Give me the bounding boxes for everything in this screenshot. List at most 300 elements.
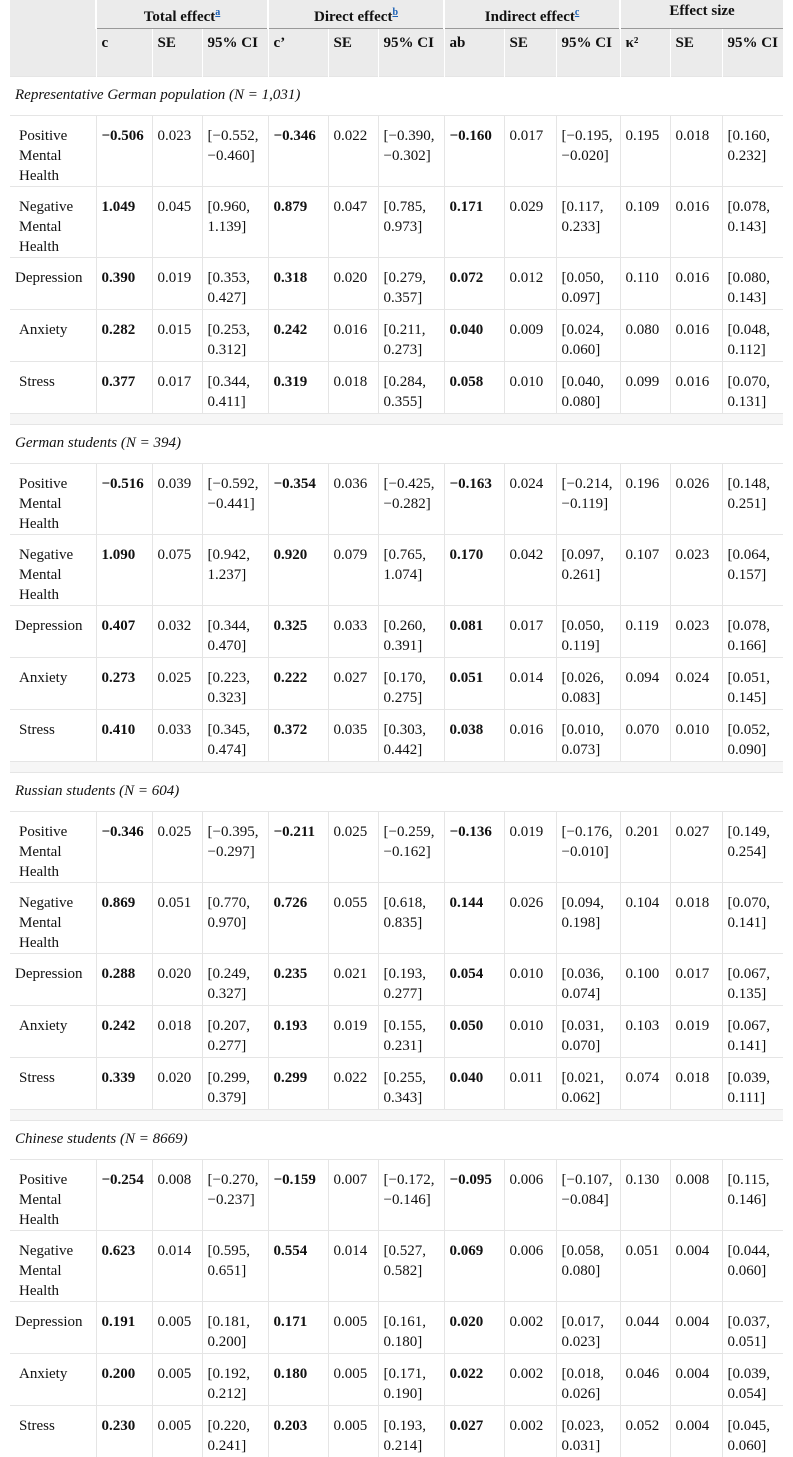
table-cell: [0.255, 0.343] <box>378 1058 444 1110</box>
table-cell: [0.211, 0.273] <box>378 310 444 362</box>
table-cell: 0.180 <box>268 1354 328 1406</box>
table-cell: 0.074 <box>620 1058 670 1110</box>
table-cell: 0.045 <box>152 187 202 258</box>
table-cell: [0.253, 0.312] <box>202 310 268 362</box>
section-spacer <box>10 414 783 425</box>
spacer-cell <box>10 414 783 425</box>
table-cell: 0.008 <box>670 1160 722 1231</box>
table-cell: 0.054 <box>444 954 504 1006</box>
table-cell: 0.033 <box>152 710 202 762</box>
table-cell: [0.050, 0.119] <box>556 606 620 658</box>
table-cell: 0.017 <box>504 116 556 187</box>
section-title: Chinese students (N = 8669) <box>10 1121 783 1160</box>
table-cell: 0.318 <box>268 258 328 310</box>
col-header: 95% CI <box>556 29 620 77</box>
table-row <box>10 710 783 762</box>
table-cell: [−0.390, −0.302] <box>378 116 444 187</box>
table-cell: 0.103 <box>620 1006 670 1058</box>
footnote-link-a[interactable]: a <box>215 7 220 18</box>
header-corner <box>10 0 96 29</box>
table-cell: 0.726 <box>268 883 328 954</box>
table-cell: [0.193, 0.277] <box>378 954 444 1006</box>
row-label: Anxiety <box>10 310 96 362</box>
table-cell: 0.029 <box>504 187 556 258</box>
row-label: Stress <box>10 1406 96 1457</box>
table-cell: [0.031, 0.070] <box>556 1006 620 1058</box>
table-cell: [0.942, 1.237] <box>202 535 268 606</box>
row-label: Anxiety <box>10 1006 96 1058</box>
table-cell: −0.254 <box>96 1160 152 1231</box>
table-cell: 0.222 <box>268 658 328 710</box>
header-effect-size: Effect size <box>620 0 783 29</box>
row-label: Depression <box>10 258 96 310</box>
table-cell: 0.005 <box>328 1354 378 1406</box>
table-cell: 0.010 <box>504 362 556 414</box>
table-cell: 0.020 <box>152 954 202 1006</box>
table-cell: [0.115, 0.146] <box>722 1160 783 1231</box>
table-cell: [0.344, 0.470] <box>202 606 268 658</box>
table-cell: 0.035 <box>328 710 378 762</box>
table-cell: 0.920 <box>268 535 328 606</box>
table-cell: 0.171 <box>268 1302 328 1354</box>
table-cell: 0.080 <box>620 310 670 362</box>
col-header: 95% CI <box>378 29 444 77</box>
table-cell: 0.027 <box>444 1406 504 1457</box>
table-cell: [0.344, 0.411] <box>202 362 268 414</box>
table-cell: −0.160 <box>444 116 504 187</box>
header-total-effect: Total effect$^a$ <box>96 0 268 29</box>
table-cell: 0.372 <box>268 710 328 762</box>
header-direct-effect: Direct effect$^b$ <box>268 0 444 29</box>
section-title: Representative German population (N = 1,031) <box>10 77 783 116</box>
table-cell: 0.018 <box>670 883 722 954</box>
table-cell: 0.339 <box>96 1058 152 1110</box>
table-cell: 0.027 <box>328 658 378 710</box>
table-cell: 0.006 <box>504 1160 556 1231</box>
col-header: c <box>96 29 152 77</box>
col-header: c’ <box>268 29 328 77</box>
table-cell: 0.099 <box>620 362 670 414</box>
table-cell: 0.019 <box>504 812 556 883</box>
table-cell: 0.019 <box>328 1006 378 1058</box>
section-title: Russian students (N = 604) <box>10 773 783 812</box>
table-cell: 0.020 <box>444 1302 504 1354</box>
table-cell: 0.554 <box>268 1231 328 1302</box>
table-cell: [0.618, 0.835] <box>378 883 444 954</box>
table-cell: [0.058, 0.080] <box>556 1231 620 1302</box>
table-cell: 0.235 <box>268 954 328 1006</box>
table-cell: [0.765, 1.074] <box>378 535 444 606</box>
table-row <box>10 362 783 414</box>
table-cell: [0.078, 0.143] <box>722 187 783 258</box>
table-cell: 0.299 <box>268 1058 328 1110</box>
col-header: ab <box>444 29 504 77</box>
table-cell: 0.010 <box>670 710 722 762</box>
table-cell: 0.036 <box>328 464 378 535</box>
table-cell: 0.014 <box>152 1231 202 1302</box>
table-cell: 0.005 <box>328 1302 378 1354</box>
table-cell: 0.242 <box>96 1006 152 1058</box>
table-cell: 0.203 <box>268 1406 328 1457</box>
table-cell: 0.109 <box>620 187 670 258</box>
table-cell: [0.170, 0.275] <box>378 658 444 710</box>
table-cell: [0.279, 0.357] <box>378 258 444 310</box>
table-cell: 0.070 <box>620 710 670 762</box>
table-cell: [0.036, 0.074] <box>556 954 620 1006</box>
table-cell: −0.136 <box>444 812 504 883</box>
table-cell: [0.181, 0.200] <box>202 1302 268 1354</box>
table-cell: 0.047 <box>328 187 378 258</box>
table-cell: [0.078, 0.166] <box>722 606 783 658</box>
table-cell: [0.070, 0.131] <box>722 362 783 414</box>
footnote-link-c[interactable]: c <box>575 7 579 18</box>
table-row <box>10 883 783 954</box>
table-cell: [0.039, 0.054] <box>722 1354 783 1406</box>
table-cell: [0.026, 0.083] <box>556 658 620 710</box>
table-cell: −0.354 <box>268 464 328 535</box>
table-cell: 0.081 <box>444 606 504 658</box>
table-cell: [0.048, 0.112] <box>722 310 783 362</box>
table-cell: 0.023 <box>670 535 722 606</box>
table-cell: 0.325 <box>268 606 328 658</box>
table-cell: [0.017, 0.023] <box>556 1302 620 1354</box>
table-cell: −0.159 <box>268 1160 328 1231</box>
table-cell: 0.201 <box>620 812 670 883</box>
table-cell: 0.006 <box>504 1231 556 1302</box>
table-cell: 0.051 <box>620 1231 670 1302</box>
table-cell: 0.288 <box>96 954 152 1006</box>
row-label: Positive Mental Health <box>10 1160 96 1231</box>
table-cell: [−0.195, −0.020] <box>556 116 620 187</box>
table-cell: 0.016 <box>670 310 722 362</box>
table-cell: [0.021, 0.062] <box>556 1058 620 1110</box>
table-cell: 0.021 <box>328 954 378 1006</box>
table-cell: 0.191 <box>96 1302 152 1354</box>
table-cell: 0.017 <box>152 362 202 414</box>
table-cell: 0.009 <box>504 310 556 362</box>
table-cell: −0.346 <box>268 116 328 187</box>
table-cell: 0.005 <box>328 1406 378 1457</box>
table-cell: 0.377 <box>96 362 152 414</box>
table-cell: 0.020 <box>152 1058 202 1110</box>
table-cell: [0.595, 0.651] <box>202 1231 268 1302</box>
table-cell: [0.117, 0.233] <box>556 187 620 258</box>
table-cell: 0.016 <box>328 310 378 362</box>
table-cell: 0.051 <box>152 883 202 954</box>
table-cell: 0.023 <box>670 606 722 658</box>
table-cell: 0.046 <box>620 1354 670 1406</box>
table-cell: −0.516 <box>96 464 152 535</box>
table-cell: 0.032 <box>152 606 202 658</box>
table-cell: [0.148, 0.251] <box>722 464 783 535</box>
row-label: Negative Mental Health <box>10 535 96 606</box>
footnote-link-b[interactable]: b <box>392 7 398 18</box>
table-cell: [0.770, 0.970] <box>202 883 268 954</box>
table-cell: [0.223, 0.323] <box>202 658 268 710</box>
table-cell: 0.079 <box>328 535 378 606</box>
table-cell: 0.026 <box>504 883 556 954</box>
table-cell: 0.002 <box>504 1302 556 1354</box>
table-cell: [−0.214, −0.119] <box>556 464 620 535</box>
header-corner-2 <box>10 29 96 77</box>
table-cell: 0.016 <box>670 187 722 258</box>
row-label: Stress <box>10 710 96 762</box>
table-cell: 0.407 <box>96 606 152 658</box>
table-cell: 0.230 <box>96 1406 152 1457</box>
table-cell: 0.170 <box>444 535 504 606</box>
table-cell: 0.016 <box>670 258 722 310</box>
table-cell: 0.010 <box>504 954 556 1006</box>
row-label: Anxiety <box>10 1354 96 1406</box>
table-row <box>10 1006 783 1058</box>
table-cell: [−0.176, −0.010] <box>556 812 620 883</box>
table-cell: 0.010 <box>504 1006 556 1058</box>
table-cell: [0.051, 0.145] <box>722 658 783 710</box>
section-header-row <box>10 77 783 116</box>
table-cell: 0.273 <box>96 658 152 710</box>
table-cell: 0.040 <box>444 310 504 362</box>
table-cell: 0.042 <box>504 535 556 606</box>
table-cell: 0.040 <box>444 1058 504 1110</box>
table-cell: 0.025 <box>328 812 378 883</box>
row-label: Anxiety <box>10 658 96 710</box>
section-title: German students (N = 394) <box>10 425 783 464</box>
table-cell: 0.016 <box>670 362 722 414</box>
section-header-row <box>10 425 783 464</box>
table-cell: 0.039 <box>152 464 202 535</box>
table-cell: −0.095 <box>444 1160 504 1231</box>
table-cell: 0.107 <box>620 535 670 606</box>
table-cell: [−0.552, −0.460] <box>202 116 268 187</box>
table-cell: [0.303, 0.442] <box>378 710 444 762</box>
table-cell: [−0.395, −0.297] <box>202 812 268 883</box>
table-cell: 0.014 <box>504 658 556 710</box>
table-cell: 0.004 <box>670 1354 722 1406</box>
spacer-cell <box>10 762 783 773</box>
table-cell: 0.072 <box>444 258 504 310</box>
col-header: SE <box>152 29 202 77</box>
table-cell: 0.018 <box>328 362 378 414</box>
table-row <box>10 116 783 187</box>
table-cell: [−0.172, −0.146] <box>378 1160 444 1231</box>
table-cell: 0.242 <box>268 310 328 362</box>
table-cell: 0.319 <box>268 362 328 414</box>
table-cell: 0.094 <box>620 658 670 710</box>
table-cell: 0.015 <box>152 310 202 362</box>
table-cell: 0.282 <box>96 310 152 362</box>
table-cell: 0.038 <box>444 710 504 762</box>
table-cell: [0.024, 0.060] <box>556 310 620 362</box>
table-row <box>10 187 783 258</box>
table-cell: 1.049 <box>96 187 152 258</box>
table-row <box>10 464 783 535</box>
table-cell: 0.024 <box>670 658 722 710</box>
table-cell: [0.039, 0.111] <box>722 1058 783 1110</box>
row-label: Positive Mental Health <box>10 116 96 187</box>
table-cell: 0.075 <box>152 535 202 606</box>
table-cell: 0.017 <box>504 606 556 658</box>
table-cell: [0.527, 0.582] <box>378 1231 444 1302</box>
table-cell: 0.019 <box>670 1006 722 1058</box>
table-cell: [0.249, 0.327] <box>202 954 268 1006</box>
table-cell: [−0.425, −0.282] <box>378 464 444 535</box>
table-cell: 0.119 <box>620 606 670 658</box>
table-cell: 0.005 <box>152 1406 202 1457</box>
table-cell: 0.025 <box>152 658 202 710</box>
table-cell: 0.005 <box>152 1302 202 1354</box>
row-label: Depression <box>10 954 96 1006</box>
table-cell: 0.011 <box>504 1058 556 1110</box>
table-cell: [0.052, 0.090] <box>722 710 783 762</box>
table-cell: 0.002 <box>504 1406 556 1457</box>
row-label: Depression <box>10 606 96 658</box>
table-cell: [0.097, 0.261] <box>556 535 620 606</box>
table-cell: 0.069 <box>444 1231 504 1302</box>
row-label: Negative Mental Health <box>10 187 96 258</box>
table-row <box>10 1406 783 1457</box>
table-cell: 0.005 <box>152 1354 202 1406</box>
table-cell: 0.044 <box>620 1302 670 1354</box>
table-row <box>10 1160 783 1231</box>
table-cell: [0.284, 0.355] <box>378 362 444 414</box>
table-cell: −0.211 <box>268 812 328 883</box>
col-header: SE <box>670 29 722 77</box>
table-cell: 0.026 <box>670 464 722 535</box>
table-cell: 0.051 <box>444 658 504 710</box>
table-cell: 0.004 <box>670 1302 722 1354</box>
row-label: Stress <box>10 1058 96 1110</box>
table-row <box>10 258 783 310</box>
table-cell: [0.171, 0.190] <box>378 1354 444 1406</box>
table-cell: 0.110 <box>620 258 670 310</box>
table-cell: [0.045, 0.060] <box>722 1406 783 1457</box>
col-header: SE <box>328 29 378 77</box>
table-cell: 0.025 <box>152 812 202 883</box>
table-cell: 0.869 <box>96 883 152 954</box>
table-cell: [0.040, 0.080] <box>556 362 620 414</box>
table-row <box>10 606 783 658</box>
table-cell: 0.007 <box>328 1160 378 1231</box>
table-cell: 0.171 <box>444 187 504 258</box>
table-row <box>10 1354 783 1406</box>
mediation-table <box>10 0 783 1457</box>
table-cell: 0.100 <box>620 954 670 1006</box>
table-cell: 0.052 <box>620 1406 670 1457</box>
table-cell: 1.090 <box>96 535 152 606</box>
table-cell: [0.010, 0.073] <box>556 710 620 762</box>
table-cell: [0.353, 0.427] <box>202 258 268 310</box>
table-cell: 0.055 <box>328 883 378 954</box>
table-cell: 0.004 <box>670 1406 722 1457</box>
table-cell: [−0.107, −0.084] <box>556 1160 620 1231</box>
table-cell: [0.160, 0.232] <box>722 116 783 187</box>
table-cell: 0.022 <box>444 1354 504 1406</box>
table-body <box>10 77 783 1457</box>
table-cell: [−0.259, −0.162] <box>378 812 444 883</box>
table-cell: 0.104 <box>620 883 670 954</box>
table-cell: 0.019 <box>152 258 202 310</box>
table-cell: [0.345, 0.474] <box>202 710 268 762</box>
table-cell: 0.014 <box>328 1231 378 1302</box>
table-cell: 0.027 <box>670 812 722 883</box>
col-header: κ² <box>620 29 670 77</box>
table-row <box>10 310 783 362</box>
table-cell: [0.050, 0.097] <box>556 258 620 310</box>
table-cell: 0.050 <box>444 1006 504 1058</box>
table-cell: [0.299, 0.379] <box>202 1058 268 1110</box>
table-cell: 0.390 <box>96 258 152 310</box>
table-cell: [0.067, 0.135] <box>722 954 783 1006</box>
table-header <box>10 0 783 77</box>
table-cell: [0.193, 0.214] <box>378 1406 444 1457</box>
row-label: Negative Mental Health <box>10 883 96 954</box>
table-row <box>10 954 783 1006</box>
table-cell: [0.260, 0.391] <box>378 606 444 658</box>
table-cell: 0.016 <box>504 710 556 762</box>
table-cell: [0.067, 0.141] <box>722 1006 783 1058</box>
table-cell: 0.012 <box>504 258 556 310</box>
table-row <box>10 535 783 606</box>
section-spacer <box>10 1110 783 1121</box>
table-cell: 0.020 <box>328 258 378 310</box>
table-cell: [0.149, 0.254] <box>722 812 783 883</box>
table-cell: [0.785, 0.973] <box>378 187 444 258</box>
table-cell: 0.002 <box>504 1354 556 1406</box>
table-cell: [0.037, 0.051] <box>722 1302 783 1354</box>
table-cell: [0.094, 0.198] <box>556 883 620 954</box>
table-cell: [0.207, 0.277] <box>202 1006 268 1058</box>
table-row <box>10 812 783 883</box>
table-cell: 0.022 <box>328 116 378 187</box>
table-cell: 0.018 <box>670 116 722 187</box>
table-cell: −0.163 <box>444 464 504 535</box>
table-cell: 0.018 <box>670 1058 722 1110</box>
header-indirect-effect: Indirect effect$^c$ <box>444 0 620 29</box>
table-cell: [0.155, 0.231] <box>378 1006 444 1058</box>
table-cell: [0.070, 0.141] <box>722 883 783 954</box>
row-label: Stress <box>10 362 96 414</box>
spacer-cell <box>10 1110 783 1121</box>
section-header-row <box>10 773 783 812</box>
table-row <box>10 1231 783 1302</box>
table-cell: 0.144 <box>444 883 504 954</box>
table-row <box>10 1058 783 1110</box>
col-header: 95% CI <box>202 29 268 77</box>
row-label: Depression <box>10 1302 96 1354</box>
table-cell: 0.623 <box>96 1231 152 1302</box>
table-cell: 0.022 <box>328 1058 378 1110</box>
table-cell: 0.018 <box>152 1006 202 1058</box>
table-cell: 0.024 <box>504 464 556 535</box>
table-cell: [0.080, 0.143] <box>722 258 783 310</box>
table-cell: 0.196 <box>620 464 670 535</box>
table-cell: 0.879 <box>268 187 328 258</box>
table-cell: [−0.270, −0.237] <box>202 1160 268 1231</box>
row-label: Positive Mental Health <box>10 812 96 883</box>
table-cell: 0.033 <box>328 606 378 658</box>
row-label: Positive Mental Health <box>10 464 96 535</box>
table-cell: 0.004 <box>670 1231 722 1302</box>
table-cell: −0.506 <box>96 116 152 187</box>
table-cell: [0.161, 0.180] <box>378 1302 444 1354</box>
section-header-row <box>10 1121 783 1160</box>
table-cell: −0.346 <box>96 812 152 883</box>
col-header: 95% CI <box>722 29 783 77</box>
table-cell: [0.064, 0.157] <box>722 535 783 606</box>
table-cell: 0.193 <box>268 1006 328 1058</box>
table-cell: [0.044, 0.060] <box>722 1231 783 1302</box>
col-header: SE <box>504 29 556 77</box>
